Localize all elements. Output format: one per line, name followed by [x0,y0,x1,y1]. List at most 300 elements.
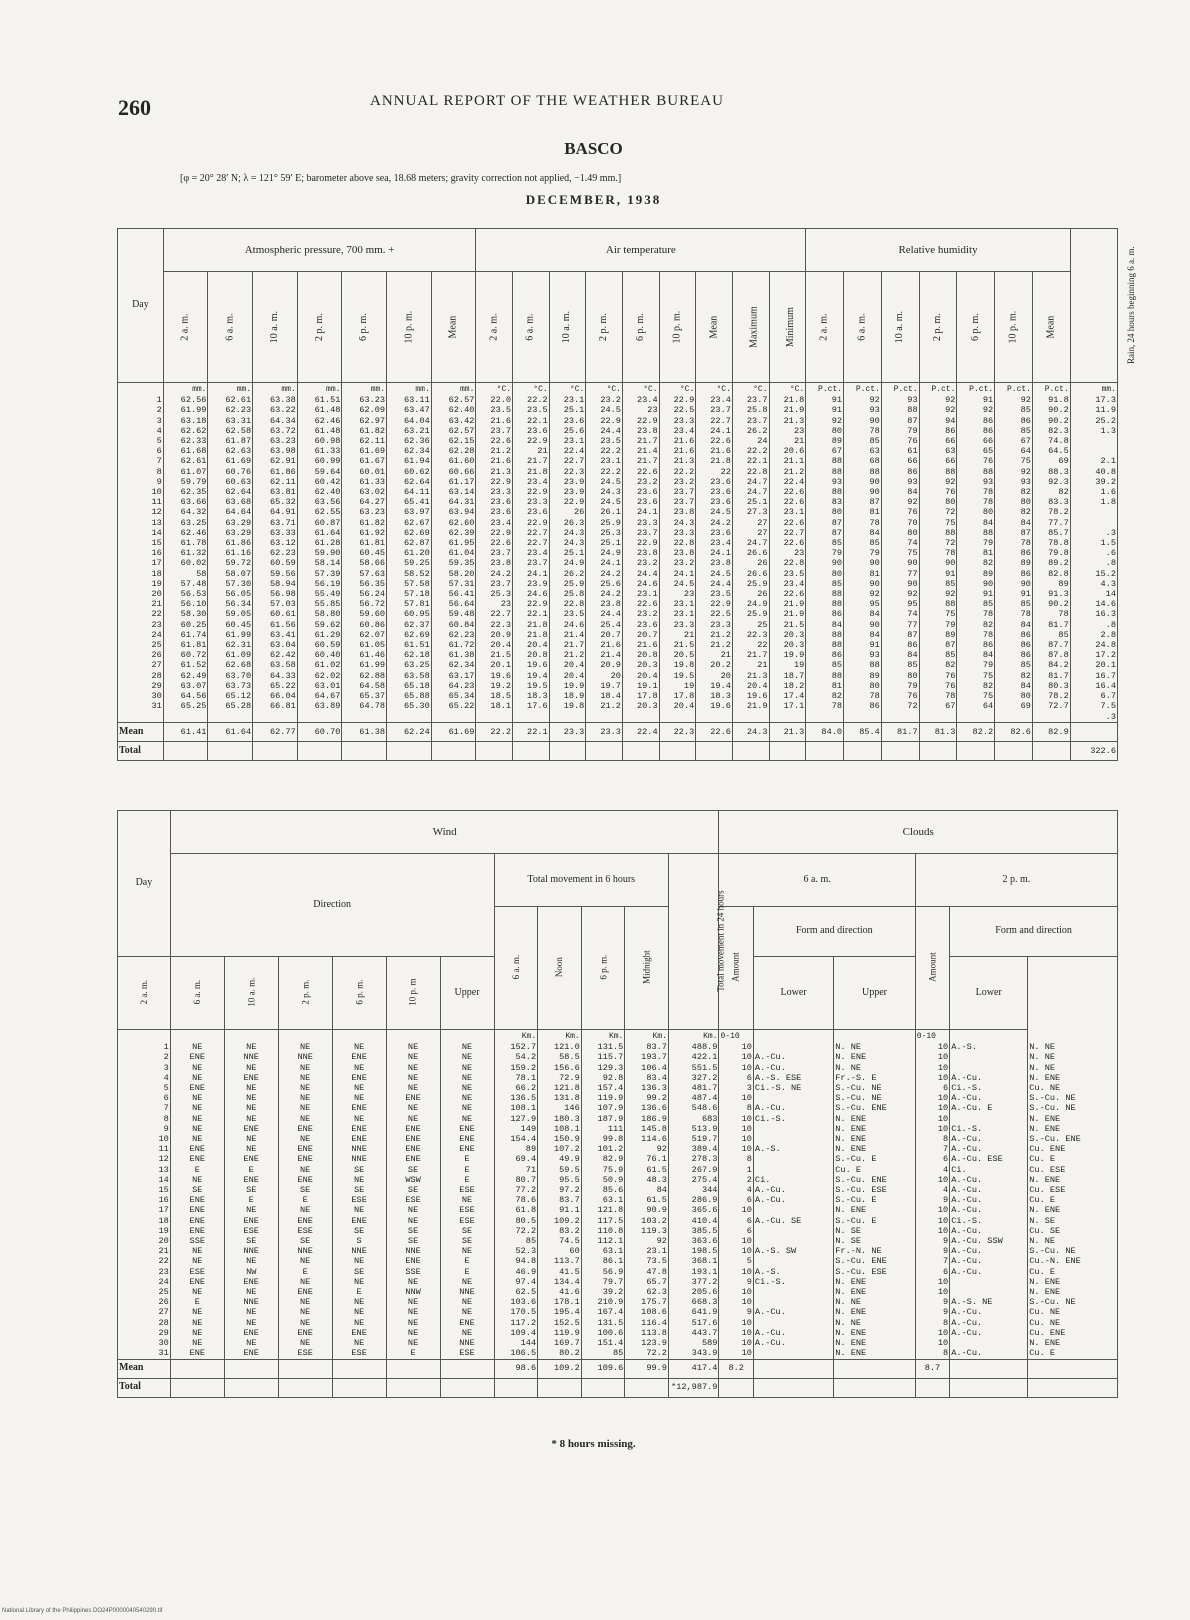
wind-movement-cell: 410.4 [668,1216,719,1226]
day-cell: 21 [118,1246,171,1256]
day-row [118,1236,1118,1246]
wind-movement-cell: 641.9 [668,1307,719,1317]
value-cell: 64 [995,446,1033,456]
value-cell: .8 [1070,620,1117,630]
value-cell: 84 [806,620,844,630]
wind-direction-cell: NE [224,1318,278,1328]
value-cell: 20.5 [659,650,696,660]
value-cell: 6.7 [1070,691,1117,701]
day-row [118,518,1118,528]
wind-direction-cell: NNE [278,1052,332,1062]
wind-movement-cell: 187.9 [581,1114,625,1124]
day-cell: 20 [118,1236,171,1246]
value-cell: 64.5 [1032,446,1070,456]
value-cell: 74.8 [1032,436,1070,446]
value-cell: 78 [995,538,1033,548]
cloud-amount-cell: 5 [719,1256,753,1266]
value-cell: 23.7 [476,548,513,558]
value-cell: 61.78 [163,538,208,548]
value-cell: 25.9 [732,609,769,619]
wind-direction-cell: E [170,1297,224,1307]
cloud-form-cell [753,1318,833,1328]
value-cell: 24.9 [586,548,623,558]
value-cell: 23.6 [622,497,659,507]
cloud-form-cell: Cu. ENE [1028,1328,1118,1338]
value-cell: 65.30 [387,701,432,711]
value-cell: 61.99 [342,660,387,670]
value-cell: 60.86 [342,620,387,630]
value-cell: 23.4 [769,579,806,589]
wind-direction-cell: ENE [278,1216,332,1226]
value-cell: 22.1 [513,609,550,619]
cloud-form-cell: A.-Cu. E [950,1103,1028,1113]
value-cell: 23.6 [513,426,550,436]
value-cell: 19.6 [696,701,733,711]
temp-col-6pm: 6 p. m. [622,272,659,383]
cloud-form-cell: A.-Cu. SE [753,1216,833,1226]
value-cell: 21.9 [769,599,806,609]
wind-movement-cell: 50.9 [581,1175,625,1185]
value-cell: 81.7 [1032,620,1070,630]
wind-direction-cell: ENE [170,1154,224,1164]
cloud-amount-cell: 8 [719,1154,753,1164]
value-cell: 63.47 [387,405,432,415]
wind-movement-cell: 92 [625,1144,669,1154]
value-cell: 22.9 [513,518,550,528]
value-cell: 18.4 [586,691,623,701]
value-cell: 23.3 [659,416,696,426]
value-cell: 65 [957,446,995,456]
wind-direction-cell: ESE [332,1348,386,1359]
value-cell: 23.3 [476,487,513,497]
wind-direction-cell: NE [278,1338,332,1348]
value-cell: 23.9 [513,579,550,589]
value-cell: 88 [806,599,844,609]
wind-movement-cell: 106.4 [625,1063,669,1073]
value-cell: 16.3 [1070,609,1117,619]
value-cell: 77 [881,569,919,579]
wind-direction-cell: E [224,1165,278,1175]
value-cell: 17.4 [769,691,806,701]
wind-direction-cell: E [440,1175,494,1185]
cloud-am-form-header: Form and direction [753,907,915,957]
day-cell: 11 [118,497,164,507]
cloud-form-cell: Ci.-S. [950,1083,1028,1093]
value-cell: 65.25 [163,701,208,711]
value-cell: 25.1 [732,497,769,507]
value-cell: 56.34 [208,599,253,609]
rain-header: Rain, 24 hours beginning 6 a. m. [1070,229,1117,383]
value-cell: 90 [844,620,882,630]
pressure-col-2am: 2 a. m. [163,272,208,383]
value-cell: 58.66 [342,558,387,568]
value-cell: 61.20 [387,548,432,558]
cloud-form-cell: Cu. E [1028,1267,1118,1277]
value-cell: 58.94 [253,579,298,589]
day-row [118,1175,1118,1185]
value-cell: 24.3 [549,528,586,538]
value-cell: 85.7 [1032,528,1070,538]
wind-direction-cell: NNE [224,1052,278,1062]
value-cell: 63.23 [342,395,387,405]
value-cell: 22.5 [659,405,696,415]
cloud-form-cell: A.-Cu. [753,1328,833,1338]
value-cell: 85 [919,579,957,589]
cloud-form-cell: N. SE [834,1236,916,1246]
wind-movement-cell: 365.6 [668,1205,719,1215]
value-cell: 60.40 [297,650,342,660]
day-cell: 20 [118,589,164,599]
value-cell: 92 [995,467,1033,477]
wind-movement-cell: 114.6 [625,1134,669,1144]
value-cell: 22.8 [549,599,586,609]
wind-direction-cell: NE [224,1307,278,1317]
cloud-form-cell: N. NE [834,1318,916,1328]
value-cell: 61.52 [163,660,208,670]
value-cell: 23.1 [622,589,659,599]
value-cell: 23.1 [549,436,586,446]
cloud-form-cell: Cu. ESE [1028,1165,1118,1175]
cloud-amount-cell: 9 [719,1277,753,1287]
value-cell: 20 [586,671,623,681]
value-cell: 20.4 [476,640,513,650]
value-cell: 89 [919,630,957,640]
value-cell: 22.7 [513,538,550,548]
day-row [118,660,1118,670]
value-cell [476,712,513,723]
value-cell: 88 [881,405,919,415]
wind-direction-cell: ENE [332,1052,386,1062]
cloud-form-cell: S.-Cu. ENE [834,1103,916,1113]
day-row [118,620,1118,630]
wind-movement-cell: 343.9 [668,1348,719,1359]
wind-direction-cell: ESE [440,1216,494,1226]
cloud-form-cell: A.-Cu. ESE [950,1154,1028,1164]
value-cell: 79 [881,681,919,691]
value-cell: 24.9 [732,599,769,609]
value-cell: 59.90 [297,548,342,558]
value-cell: 19 [769,660,806,670]
day-row [118,1052,1118,1062]
wind-direction-cell: NE [278,1307,332,1317]
wind-direction-cell: SE [170,1185,224,1195]
value-cell: 25.8 [549,589,586,599]
value-cell: 86 [995,569,1033,579]
value-cell: 66 [919,456,957,466]
value-cell: 87 [844,497,882,507]
cloud-amount-cell: 10 [719,1052,753,1062]
day-row [118,558,1118,568]
humidity-col-2pm: 2 p. m. [919,272,957,383]
wind-movement-cell: 83.7 [625,1042,669,1052]
value-cell: 58.30 [163,609,208,619]
cloud-amount-cell: 10 [915,1328,949,1338]
value-cell: 60.95 [387,609,432,619]
value-cell: 63.29 [208,528,253,538]
value-cell: 65.32 [253,497,298,507]
value-cell: 85 [995,426,1033,436]
wind-movement-cell: 146 [538,1103,582,1113]
value-cell: 22.9 [513,599,550,609]
cloud-pm-upper-header: Upper [834,957,916,1030]
wind-direction-cell: ENE [170,1205,224,1215]
wind-direction-cell: NE [440,1093,494,1103]
value-cell: 60.62 [387,467,432,477]
value-cell: 62.07 [342,630,387,640]
cloud-form-cell: Fr.-N. NE [834,1246,916,1256]
value-cell: 23.2 [659,477,696,487]
value-cell: 61.29 [297,630,342,640]
cloud-amount-cell: 10 [915,1226,949,1236]
cloud-form-cell: A.-Cu. [950,1185,1028,1195]
wind-direction-cell: NE [440,1052,494,1062]
value-cell: 22.6 [476,436,513,446]
value-cell: 64.11 [387,487,432,497]
wind-movement-cell: 65.7 [625,1277,669,1287]
wind-direction-cell: ENE [224,1348,278,1359]
value-cell: 22.6 [476,538,513,548]
value-cell: 92 [881,589,919,599]
cloud-form-cell: S.-Cu. NE [1028,1246,1118,1256]
wind-movement-cell: 119.3 [625,1226,669,1236]
value-cell: 88 [806,671,844,681]
pressure-col-6pm: 6 p. m. [342,272,387,383]
value-cell: 19.5 [659,671,696,681]
value-cell: 56.98 [253,589,298,599]
wind-direction-cell: NNE [332,1154,386,1164]
value-cell: 82.8 [1032,569,1070,579]
cloud-amount-cell: 10 [915,1287,949,1297]
cloud-amount-cell: 1 [719,1165,753,1175]
value-cell: 19.5 [513,681,550,691]
wind-direction-cell: NE [386,1073,440,1083]
value-cell: 25.3 [586,528,623,538]
value-cell: 85 [881,660,919,670]
value-cell [253,712,298,723]
value-cell: 60.76 [208,467,253,477]
value-cell: .8 [1070,558,1117,568]
value-cell: 23.7 [696,405,733,415]
wind-movement-cell: 286.9 [668,1195,719,1205]
value-cell: 22.2 [586,467,623,477]
day-cell: 6 [118,1093,171,1103]
cloud-form-cell [753,1287,833,1297]
value-cell: 24.3 [549,538,586,548]
value-cell: 23.8 [696,558,733,568]
wind-direction-cell: E [224,1195,278,1205]
value-cell: 61.46 [342,650,387,660]
value-cell: 61 [881,446,919,456]
wind-direction-cell: ENE [440,1318,494,1328]
value-cell: 85 [957,599,995,609]
value-cell: 24.5 [586,477,623,487]
value-cell: 78 [995,609,1033,619]
wind-direction-cell: NE [332,1338,386,1348]
value-cell: 60.59 [253,558,298,568]
day-cell [118,712,164,723]
value-cell: 1.5 [1070,538,1117,548]
wind-direction-cell: NE [170,1256,224,1266]
value-cell: 87 [806,528,844,538]
humidity-col-10am: 10 a. m. [881,272,919,383]
cloud-form-cell [950,1052,1028,1062]
day-row [118,1144,1118,1154]
wind-movement-cell: 344 [668,1185,719,1195]
value-cell: 19.8 [549,701,586,711]
cloud-form-cell: N. ENE [834,1052,916,1062]
pressure-col-10pm: 10 p. m. [387,272,432,383]
cloud-form-cell: N. ENE [1028,1073,1118,1083]
value-cell: 24.4 [586,426,623,436]
day-cell: 4 [118,1073,171,1083]
wind-movement-cell: 488.9 [668,1042,719,1052]
wind-direction-cell: ENE [386,1124,440,1134]
wind-movement-cell: 123.9 [625,1338,669,1348]
value-cell: 27 [732,518,769,528]
value-cell: 91 [806,395,844,405]
cloud-form-cell: N. ENE [834,1287,916,1297]
value-cell: 56.24 [342,589,387,599]
wind-direction-cell: NE [440,1103,494,1113]
value-cell: 2.8 [1070,630,1117,640]
wind-direction-cell: NE [278,1083,332,1093]
pressure-col-mean: Mean [431,272,476,383]
value-cell: 23.4 [513,548,550,558]
wind-direction-cell: SSE [386,1267,440,1277]
value-cell: 61.33 [342,477,387,487]
temp-col-2am: 2 a. m. [476,272,513,383]
wind-movement-cell: 94.8 [494,1256,538,1266]
value-cell: 1.8 [1070,497,1117,507]
value-cell: 66 [919,436,957,446]
cloud-amount-cell: 10 [719,1114,753,1124]
value-cell: 23.8 [622,426,659,436]
value-cell: 65.41 [387,497,432,507]
wind-direction-cell: NE [170,1246,224,1256]
value-cell: 17.1 [769,701,806,711]
day-cell: 1 [118,395,164,405]
value-cell: 61.02 [297,660,342,670]
day-cell: 9 [118,1124,171,1134]
wind-movement-cell: 66.2 [494,1083,538,1093]
value-cell: 20.8 [622,650,659,660]
cloud-amount-cell: 10 [915,1205,949,1215]
value-cell: 95 [881,599,919,609]
value-cell: 21.3 [659,456,696,466]
value-cell: 82 [957,558,995,568]
cloud-form-cell [950,1338,1028,1348]
day-cell: 10 [118,487,164,497]
day-cell: 24 [118,630,164,640]
value-cell: 22.7 [549,456,586,466]
value-cell: 18.9 [549,691,586,701]
wind-direction-cell: NW [224,1267,278,1277]
wind-movement-cell: 52.3 [494,1246,538,1256]
value-cell: 88 [806,589,844,599]
value-cell: 63.25 [387,660,432,670]
wind-direction-cell: ENE [278,1287,332,1297]
value-cell: 59.35 [431,558,476,568]
wind-direction-cell: NNE [224,1246,278,1256]
cloud-form-cell: Ci.-S. NE [753,1083,833,1093]
wind-movement-cell: 108.6 [625,1307,669,1317]
value-cell: 78 [957,487,995,497]
value-cell: 19 [659,681,696,691]
value-cell: 23.6 [696,477,733,487]
wind-movement-cell: 58.5 [538,1052,582,1062]
wind-direction-cell: E [278,1195,332,1205]
cloud-amount-cell: 10 [719,1297,753,1307]
value-cell: 70 [881,518,919,528]
value-cell: 21.7 [622,456,659,466]
value-cell: 62.97 [342,416,387,426]
value-cell: 23 [476,599,513,609]
value-cell: 77.7 [1032,518,1070,528]
wind-direction-cell: NE [170,1114,224,1124]
wind-direction-cell: NE [224,1042,278,1052]
wind-movement-cell: 205.6 [668,1287,719,1297]
wind-direction-cell: SE [278,1236,332,1246]
wind-movement-cell: 178.1 [538,1297,582,1307]
value-cell: 58 [163,569,208,579]
value-cell: 23.1 [659,599,696,609]
cloud-form-cell: S.-Cu. E [834,1195,916,1205]
cloud-form-cell: Cu. ESE [1028,1185,1118,1195]
value-cell: 86 [881,467,919,477]
wind-movement-cell: 75.9 [581,1165,625,1175]
wind-movement-cell: 134.4 [538,1277,582,1287]
mean-row: Mean 61.41 61.64 62.77 60.70 61.38 62.24 61.69 22.2 22.1 23.3 23.3 22.4 22.3 22.6 24.3 21.3 84.0 85.4 81.7 81.3 82.2 82.6 82.9 [118,722,1118,741]
value-cell: 90 [844,579,882,589]
cloud-form-cell: S.-Cu. NE [1028,1297,1118,1307]
value-cell: 85 [806,579,844,589]
value-cell: 23.9 [549,477,586,487]
cloud-form-cell: A.-Cu. [950,1348,1028,1359]
value-cell: 92 [995,395,1033,405]
cloud-form-cell: A.-Cu. [753,1195,833,1205]
cloud-form-cell: A.-Cu. [950,1073,1028,1083]
value-cell: 80 [919,497,957,507]
cloud-form-cell: Ci. [753,1175,833,1185]
wind-direction-cell: SE [386,1236,440,1246]
value-cell: 87 [919,640,957,650]
cloud-form-cell: Ci.-S. [753,1277,833,1287]
dir-col-6pm: 6 p. m. [332,957,386,1030]
cloud-am-amount-header: Amount [719,907,753,1030]
value-cell: 24.8 [1070,640,1117,650]
value-cell: 21.4 [622,446,659,456]
value-cell: 63.23 [253,436,298,446]
value-cell: 90 [957,579,995,589]
value-cell: 62.67 [387,518,432,528]
wind-direction-cell: ENE [386,1093,440,1103]
value-cell: 23.4 [476,518,513,528]
wind-movement-cell: 90.9 [625,1205,669,1215]
value-cell: 21.2 [549,650,586,660]
value-cell: 63.38 [253,395,298,405]
value-cell: 88 [806,630,844,640]
wind-direction-cell: SE [386,1185,440,1195]
value-cell: 26 [549,507,586,517]
wind-direction-cell: NE [386,1297,440,1307]
wind-movement-cell: 100.6 [581,1328,625,1338]
cloud-form-cell [753,1348,833,1359]
value-cell: 78.8 [1032,538,1070,548]
value-cell: 20 [696,671,733,681]
value-cell: 63.33 [253,528,298,538]
wind-movement-cell: 89 [494,1144,538,1154]
wind-movement-cell: 85 [494,1236,538,1246]
